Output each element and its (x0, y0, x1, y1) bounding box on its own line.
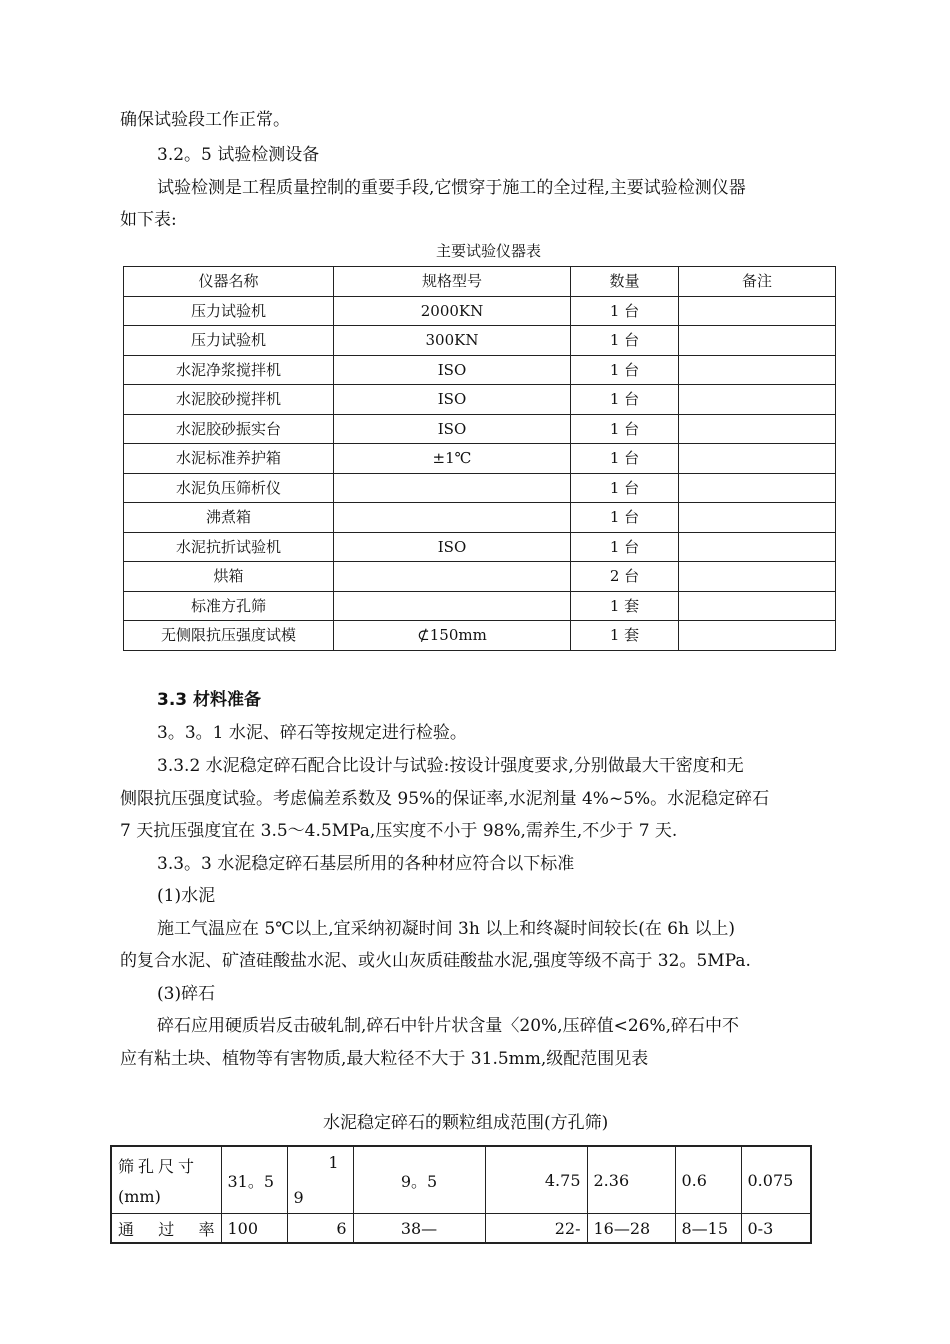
equipment-cell (679, 355, 836, 385)
section-heading-3-2-5: 3.2。5 试验检测设备 (157, 145, 320, 165)
equipment-cell: 1 台 (571, 473, 679, 503)
equipment-table-row (124, 473, 836, 503)
equipment-table-row (124, 385, 836, 415)
equipment-cell: 标准方孔筛 (124, 591, 334, 621)
equipment-cell: ISO (334, 532, 571, 562)
equipment-table-row (124, 562, 836, 592)
equipment-cell (679, 532, 836, 562)
equipment-cell (679, 621, 836, 651)
equipment-cell: ISO (334, 385, 571, 415)
sieve-size-unit: (mm) (118, 1187, 161, 1206)
equipment-table-row (124, 591, 836, 621)
equipment-table-body (124, 267, 836, 651)
equipment-cell (334, 473, 571, 503)
equipment-cell: 水泥胶砂振实台 (124, 414, 334, 444)
equipment-cell (679, 444, 836, 474)
passing-rate-row (111, 1214, 811, 1244)
size-cell: 0.075 (741, 1146, 811, 1214)
paragraph: 侧限抗压强度试验。考虑偏差系数及 95%的保证率,水泥剂量 4%~5%。水泥稳定碎石 (120, 789, 770, 809)
paragraph: 应有粘土块、植物等有害物质,最大粒径不大于 31.5mm,级配范围见表 (120, 1049, 649, 1069)
pass-cell: 38— (353, 1214, 485, 1244)
paragraph: 7 天抗压强度宜在 3.5～4.5MPa,压实度不小于 98%,需养生,不少于 7 天. (120, 821, 678, 841)
equipment-cell (679, 385, 836, 415)
equipment-cell: 水泥负压筛析仪 (124, 473, 334, 503)
equipment-header-cell: 数量 (571, 267, 679, 297)
paragraph: 3.3。3 水泥稳定碎石基层所用的各种材应符合以下标准 (157, 854, 575, 874)
size-cell: 31。5 (221, 1146, 287, 1214)
equipment-cell: 1 台 (571, 532, 679, 562)
equipment-cell (679, 296, 836, 326)
equipment-table-row (124, 296, 836, 326)
equipment-cell: 2 台 (571, 562, 679, 592)
equipment-cell: 1 台 (571, 503, 679, 533)
equipment-cell (334, 503, 571, 533)
equipment-cell (679, 591, 836, 621)
equipment-cell: 压力试验机 (124, 326, 334, 356)
equipment-cell (679, 473, 836, 503)
pass-cell: 6 (287, 1214, 353, 1244)
equipment-cell: 1 台 (571, 296, 679, 326)
size-cell: 2.36 (587, 1146, 675, 1214)
equipment-table-row (124, 414, 836, 444)
equipment-table-row (124, 503, 836, 533)
equipment-cell: 无侧限抗压强度试模 (124, 621, 334, 651)
equipment-table-row (124, 621, 836, 651)
equipment-cell: 1 套 (571, 621, 679, 651)
grading-table-caption: 水泥稳定碎石的颗粒组成范围(方孔筛) (323, 1113, 609, 1133)
equipment-cell (679, 503, 836, 533)
paragraph: 试验检测是工程质量控制的重要手段,它惯穿于施工的全过程,主要试验检测仪器 (157, 178, 746, 198)
section-heading-3-3: 3.3 材料准备 (157, 690, 262, 710)
passing-rate-label: 通过率 (111, 1214, 221, 1244)
sieve-size-row (111, 1146, 811, 1214)
equipment-cell: 300KN (334, 326, 571, 356)
equipment-header-cell: 规格型号 (334, 267, 571, 297)
size-value-part: 1 (328, 1153, 339, 1172)
sieve-size-label: 筛孔尺寸 (118, 1157, 199, 1176)
size-cell: 0.6 (675, 1146, 741, 1214)
equipment-cell: ⊄150mm (334, 621, 571, 651)
size-value-part: 9 (293, 1188, 304, 1207)
equipment-cell (679, 326, 836, 356)
equipment-table-row (124, 326, 836, 356)
equipment-table-row (124, 532, 836, 562)
equipment-cell: 1 台 (571, 326, 679, 356)
grading-table (110, 1145, 812, 1244)
size-cell: 9。5 (353, 1146, 485, 1214)
paragraph: 确保试验段工作正常。 (120, 110, 290, 130)
equipment-cell (334, 562, 571, 592)
equipment-cell: 烘箱 (124, 562, 334, 592)
equipment-cell (679, 562, 836, 592)
equipment-cell: 水泥抗折试验机 (124, 532, 334, 562)
paragraph: 3。3。1 水泥、碎石等按规定进行检验。 (157, 723, 467, 743)
equipment-cell: 1 台 (571, 444, 679, 474)
pass-cell: 16—28 (587, 1214, 675, 1244)
pass-cell: 8—15 (675, 1214, 741, 1244)
equipment-table-row (124, 355, 836, 385)
paragraph: 3.3.2 水泥稳定碎石配合比设计与试验:按设计强度要求,分别做最大干密度和无 (157, 756, 744, 776)
equipment-cell: 水泥标准养护箱 (124, 444, 334, 474)
equipment-header-cell: 仪器名称 (124, 267, 334, 297)
equipment-cell: 1 台 (571, 355, 679, 385)
equipment-cell (334, 591, 571, 621)
equipment-header-cell: 备注 (679, 267, 836, 297)
pass-cell: 0-3 (741, 1214, 811, 1244)
paragraph: 如下表: (120, 210, 177, 230)
paragraph: 的复合水泥、矿渣硅酸盐水泥、或火山灰质硅酸盐水泥,强度等级不高于 32。5MPa. (120, 951, 751, 971)
equipment-cell: ISO (334, 414, 571, 444)
equipment-cell: 沸煮箱 (124, 503, 334, 533)
equipment-cell: 水泥净浆搅拌机 (124, 355, 334, 385)
equipment-cell: ISO (334, 355, 571, 385)
equipment-cell: 2000KN (334, 296, 571, 326)
subheading-cement: (1)水泥 (157, 886, 216, 906)
sieve-size-label-cell (111, 1146, 221, 1214)
paragraph: 碎石应用硬质岩反击破轧制,碎石中针片状含量〈20%,压碎值<26%,碎石中不 (157, 1016, 740, 1036)
equipment-cell: 水泥胶砂搅拌机 (124, 385, 334, 415)
size-cell (287, 1146, 353, 1214)
equipment-table (123, 266, 836, 651)
equipment-cell: ±1℃ (334, 444, 571, 474)
equipment-table-row (124, 444, 836, 474)
equipment-table-caption: 主要试验仪器表 (436, 242, 542, 260)
equipment-table-header-row (124, 267, 836, 297)
paragraph: 施工气温应在 5℃以上,宜采纳初凝时间 3h 以上和终凝时间较长(在 6h 以上) (157, 919, 736, 939)
equipment-cell (679, 414, 836, 444)
size-cell: 4.75 (485, 1146, 587, 1214)
subheading-gravel: (3)碎石 (157, 984, 216, 1004)
equipment-cell: 压力试验机 (124, 296, 334, 326)
equipment-cell: 1 台 (571, 385, 679, 415)
equipment-cell: 1 台 (571, 414, 679, 444)
equipment-cell: 1 套 (571, 591, 679, 621)
pass-cell: 100 (221, 1214, 287, 1244)
pass-cell: 22- (485, 1214, 587, 1244)
